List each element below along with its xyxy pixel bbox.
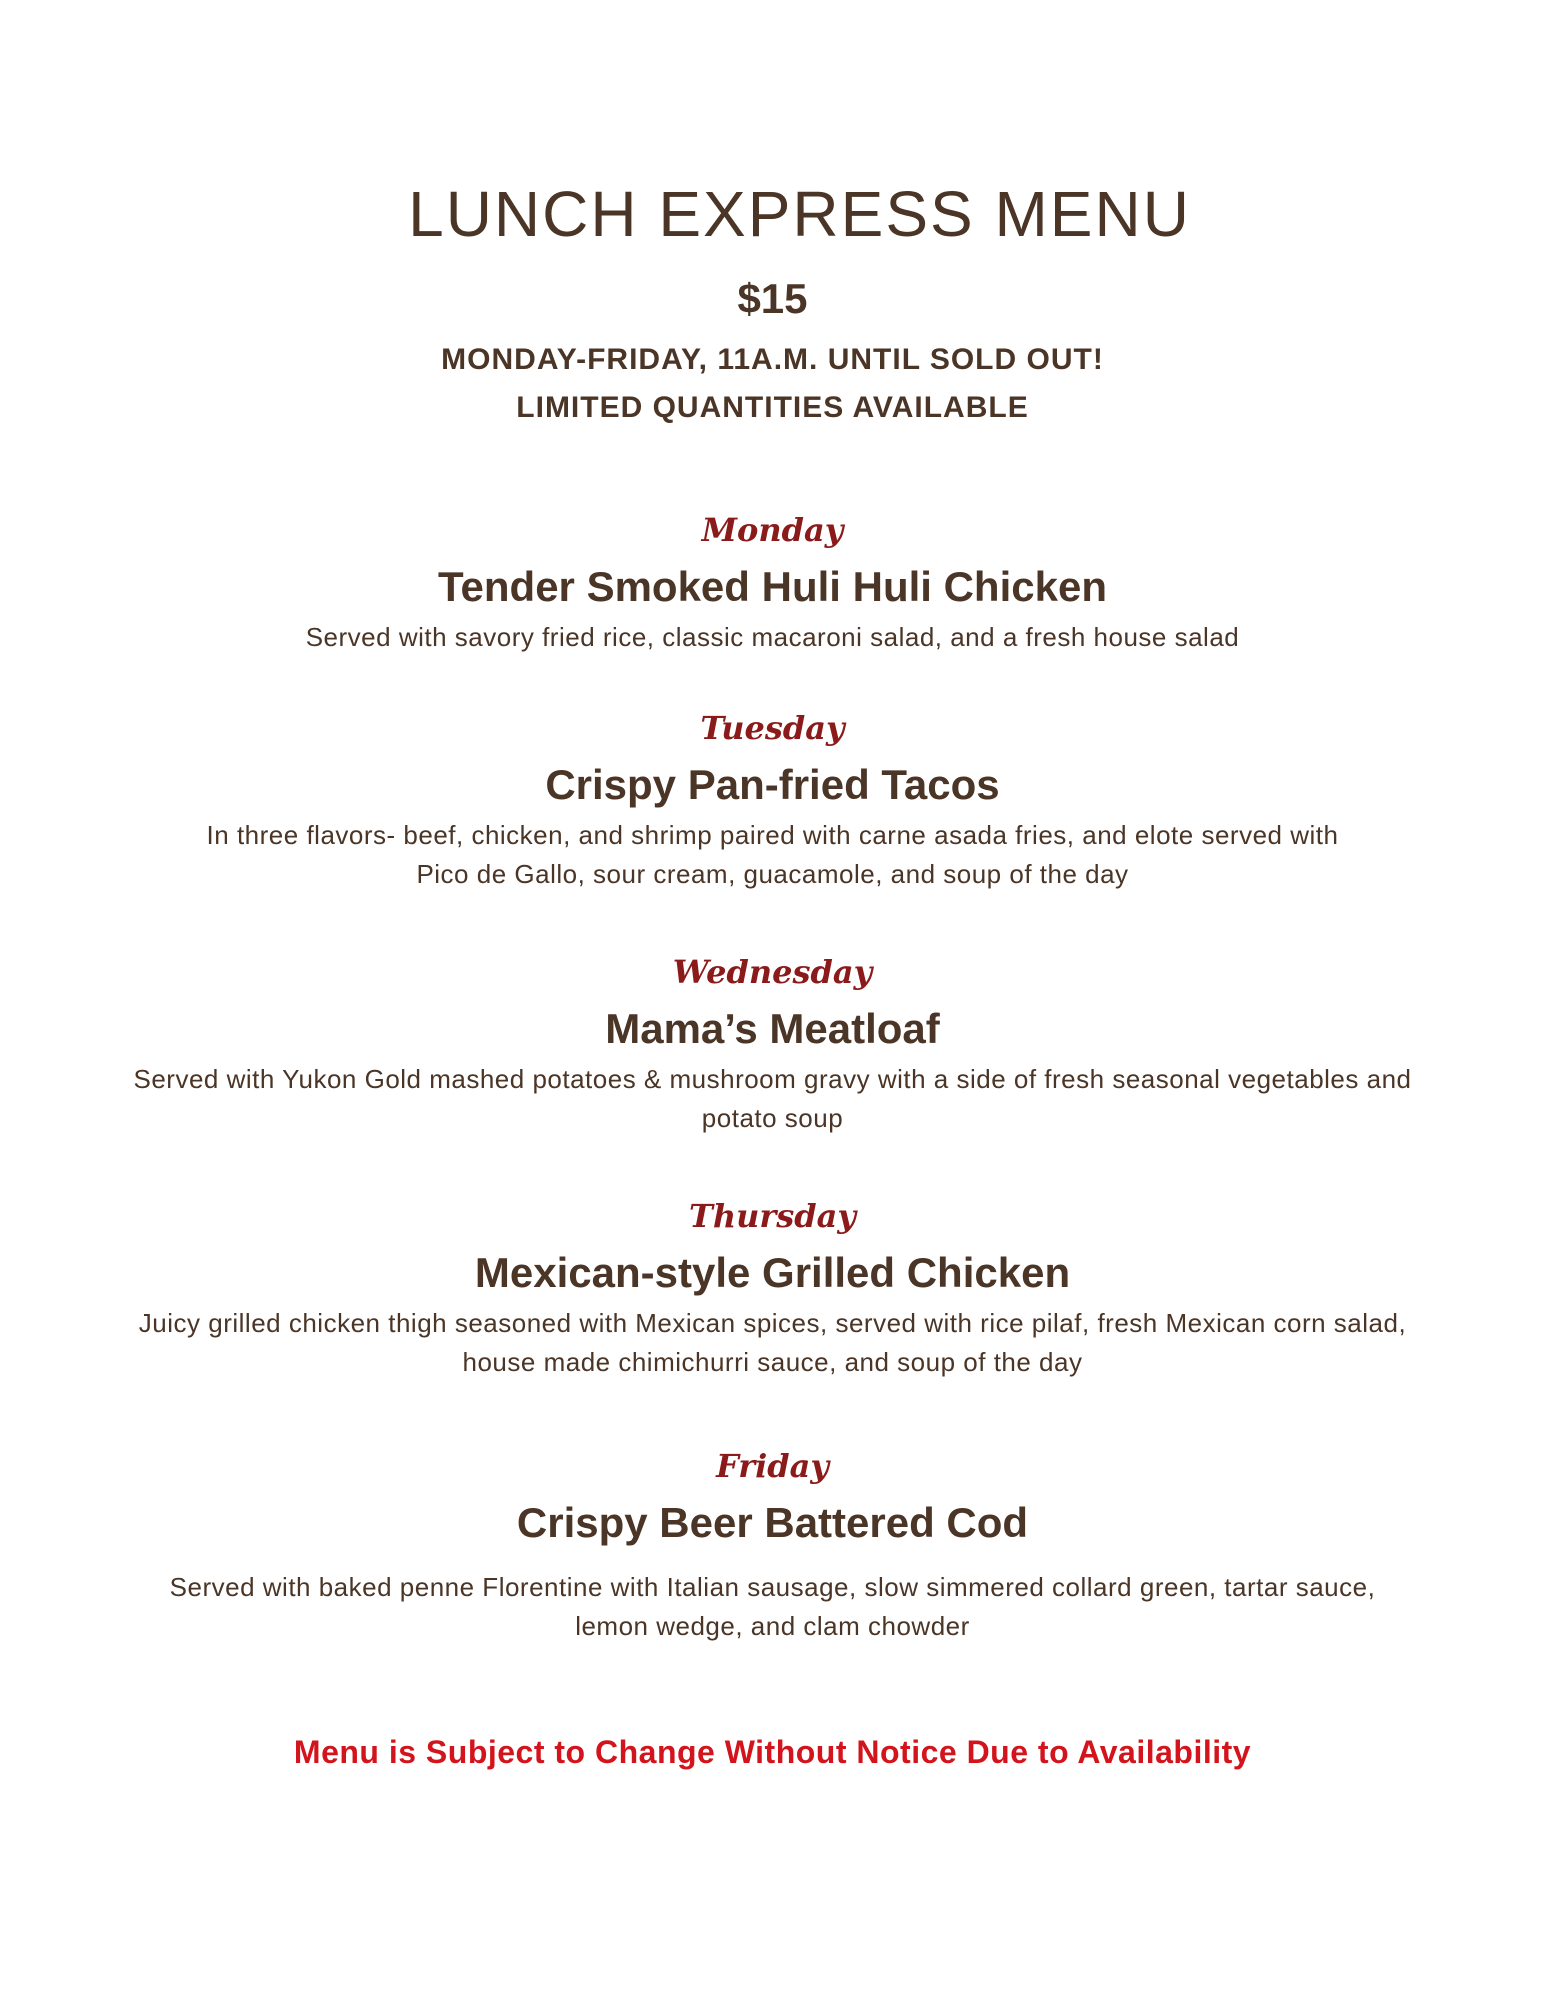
dish-description: Juicy grilled chicken thigh seasoned with Mexican spices, served with rice pilaf, fresh Mexican corn salad, house made chimichurri sauce, and soup of the day	[138, 1308, 1407, 1377]
dish-name: Mexican-style Grilled Chicken	[474, 1249, 1071, 1296]
dish-name: Crispy Pan-fried Tacos	[545, 761, 1000, 808]
dish-description: Served with baked penne Florentine with Italian sausage, slow simmered collard green, tartar sauce, lemon wedge, and clam chowder	[169, 1572, 1376, 1641]
day-section-thursday	[0, 1197, 1545, 1382]
day-section-monday	[0, 511, 1545, 657]
availability-notice: Menu is Subject to Change Without Notice Due to Availability	[293, 1734, 1252, 1770]
menu-availability: LIMITED QUANTITIES AVAILABLE	[516, 391, 1029, 424]
day-section-wednesday	[0, 953, 1545, 1138]
day-section-friday	[0, 1447, 1545, 1646]
day-label: Friday	[716, 1447, 829, 1485]
dish-description: In three flavors- beef, chicken, and shrimp paired with carne asada fries, and elote served with Pico de Gallo, sour cream, guacamole, and soup of the day	[206, 820, 1339, 889]
day-section-tuesday	[0, 709, 1545, 894]
day-label: Monday	[701, 511, 844, 549]
dish-name: Crispy Beer Battered Cod	[516, 1499, 1029, 1546]
day-label: Thursday	[689, 1197, 856, 1235]
day-label: Wednesday	[672, 953, 873, 991]
dish-name: Tender Smoked Huli Huli Chicken	[437, 563, 1107, 610]
menu-price: $15	[737, 275, 808, 322]
dish-description: Served with Yukon Gold mashed potatoes & mushroom gravy with a side of fresh seasonal vegetables and potato soup	[133, 1064, 1412, 1133]
dish-name: Mama’s Meatloaf	[605, 1005, 940, 1052]
menu-title: LUNCH EXPRESS MENU	[408, 178, 1191, 250]
dish-description: Served with savory fried rice, classic macaroni salad, and a fresh house salad	[305, 622, 1240, 652]
menu-hours: MONDAY-FRIDAY, 11A.M. UNTIL SOLD OUT!	[441, 343, 1104, 376]
day-label: Tuesday	[700, 709, 845, 747]
